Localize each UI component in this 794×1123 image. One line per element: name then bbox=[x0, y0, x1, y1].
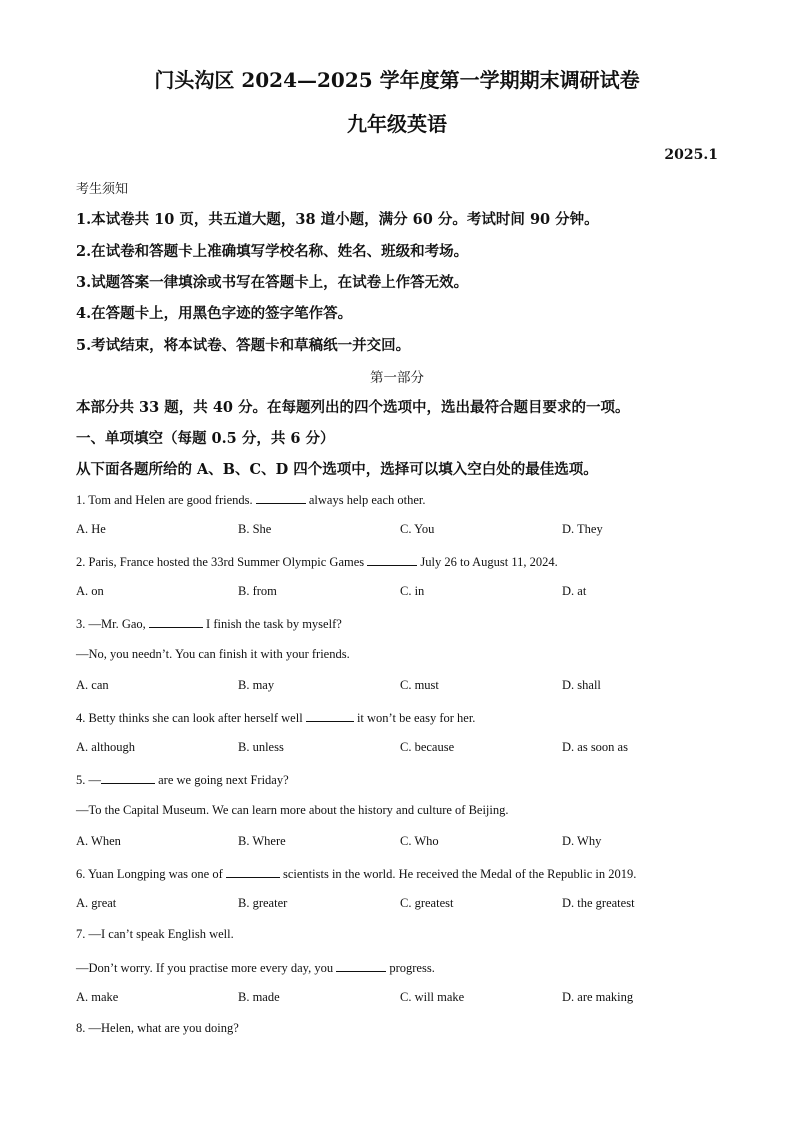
option-6b: B. greater bbox=[238, 896, 288, 910]
question-3: 3. —Mr. Gao, I finish the task by myself? bbox=[76, 617, 342, 631]
exam-subtitle: 九年级英语 bbox=[347, 112, 447, 136]
option-5b: B. Where bbox=[238, 834, 286, 848]
option-6d: D. the greatest bbox=[562, 896, 635, 910]
option-2c: C. in bbox=[400, 584, 425, 598]
option-3a: A. can bbox=[76, 678, 109, 692]
option-7c: C. will make bbox=[400, 990, 465, 1004]
question-1: 1. Tom and Helen are good friends. always help each other. bbox=[76, 493, 426, 507]
option-2d: D. at bbox=[562, 584, 587, 598]
section-instruction: 从下面各题所给的 A、B、C、D 四个选项中，选择可以填入空白处的最佳选项。 bbox=[76, 461, 598, 478]
option-1d: D. They bbox=[562, 522, 603, 536]
question-2: 2. Paris, France hosted the 33rd Summer Olympic Games July 26 to August 11, 2024. bbox=[76, 555, 558, 569]
option-1c: C. You bbox=[400, 522, 435, 536]
option-2a: A. on bbox=[76, 584, 104, 598]
part-one-intro: 本部分共 33 题，共 40 分。在每题列出的四个选项中，选出最符合题目要求的一项。 bbox=[76, 399, 630, 416]
option-3c: C. must bbox=[400, 678, 439, 692]
answer-blank bbox=[306, 709, 354, 722]
part-one-heading: 第一部分 bbox=[370, 370, 424, 386]
question-7-response: —Don’t worry. If you practise more every day, you progress. bbox=[76, 961, 435, 975]
option-5a: A. When bbox=[76, 834, 121, 848]
answer-blank bbox=[101, 771, 155, 784]
notice-item-5: 5.考试结束，将本试卷、答题卡和草稿纸一并交回。 bbox=[76, 337, 411, 354]
question-6: 6. Yuan Longping was one of scientists in the world. He received the Medal of the Republic in 2019. bbox=[76, 867, 637, 881]
option-5d: D. Why bbox=[562, 834, 602, 848]
exam-date: 2025.1 bbox=[664, 147, 718, 163]
option-7d: D. are making bbox=[562, 990, 634, 1004]
notice-item-4: 4.在答题卡上，用黑色字迹的签字笔作答。 bbox=[76, 305, 353, 322]
question-5-response: —To the Capital Museum. We can learn more about the history and culture of Beijing. bbox=[76, 803, 509, 817]
option-7a: A. make bbox=[76, 990, 119, 1004]
option-1b: B. She bbox=[238, 522, 272, 536]
exam-title: 门头沟区 2024—2025 学年度第一学期期末调研试卷 bbox=[154, 68, 640, 92]
option-4a: A. although bbox=[76, 740, 136, 754]
option-4b: B. unless bbox=[238, 740, 284, 754]
answer-blank bbox=[336, 959, 386, 972]
answer-blank bbox=[367, 553, 417, 566]
option-1a: A. He bbox=[76, 522, 106, 536]
answer-blank bbox=[149, 615, 203, 628]
answer-blank bbox=[226, 865, 280, 878]
option-4d: D. as soon as bbox=[562, 740, 628, 754]
question-4: 4. Betty thinks she can look after herself well it won’t be easy for her. bbox=[76, 711, 476, 725]
question-3-response: —No, you needn’t. You can finish it with your friends. bbox=[76, 647, 350, 661]
option-7b: B. made bbox=[238, 990, 280, 1004]
section-title: 一、单项填空（每题 0.5 分，共 6 分） bbox=[76, 430, 335, 447]
option-6a: A. great bbox=[76, 896, 117, 910]
option-3b: B. may bbox=[238, 678, 275, 692]
option-2b: B. from bbox=[238, 584, 277, 598]
question-5: 5. — are we going next Friday? bbox=[76, 773, 289, 787]
option-5c: C. Who bbox=[400, 834, 439, 848]
notice-heading: 考生须知 bbox=[76, 182, 129, 197]
notice-item-3: 3.试题答案一律填涂或书写在答题卡上，在试卷上作答无效。 bbox=[76, 274, 469, 291]
answer-blank bbox=[256, 491, 306, 504]
question-8: 8. —Helen, what are you doing? bbox=[76, 1021, 239, 1035]
option-6c: C. greatest bbox=[400, 896, 454, 910]
option-3d: D. shall bbox=[562, 678, 601, 692]
option-4c: C. because bbox=[400, 740, 455, 754]
question-7: 7. —I can’t speak English well. bbox=[76, 927, 234, 941]
notice-item-2: 2.在试卷和答题卡上准确填写学校名称、姓名、班级和考场。 bbox=[76, 243, 469, 260]
notice-item-1: 1.本试卷共 10 页，共五道大题，38 道小题，满分 60 分。考试时间 90 分钟。 bbox=[76, 211, 599, 228]
